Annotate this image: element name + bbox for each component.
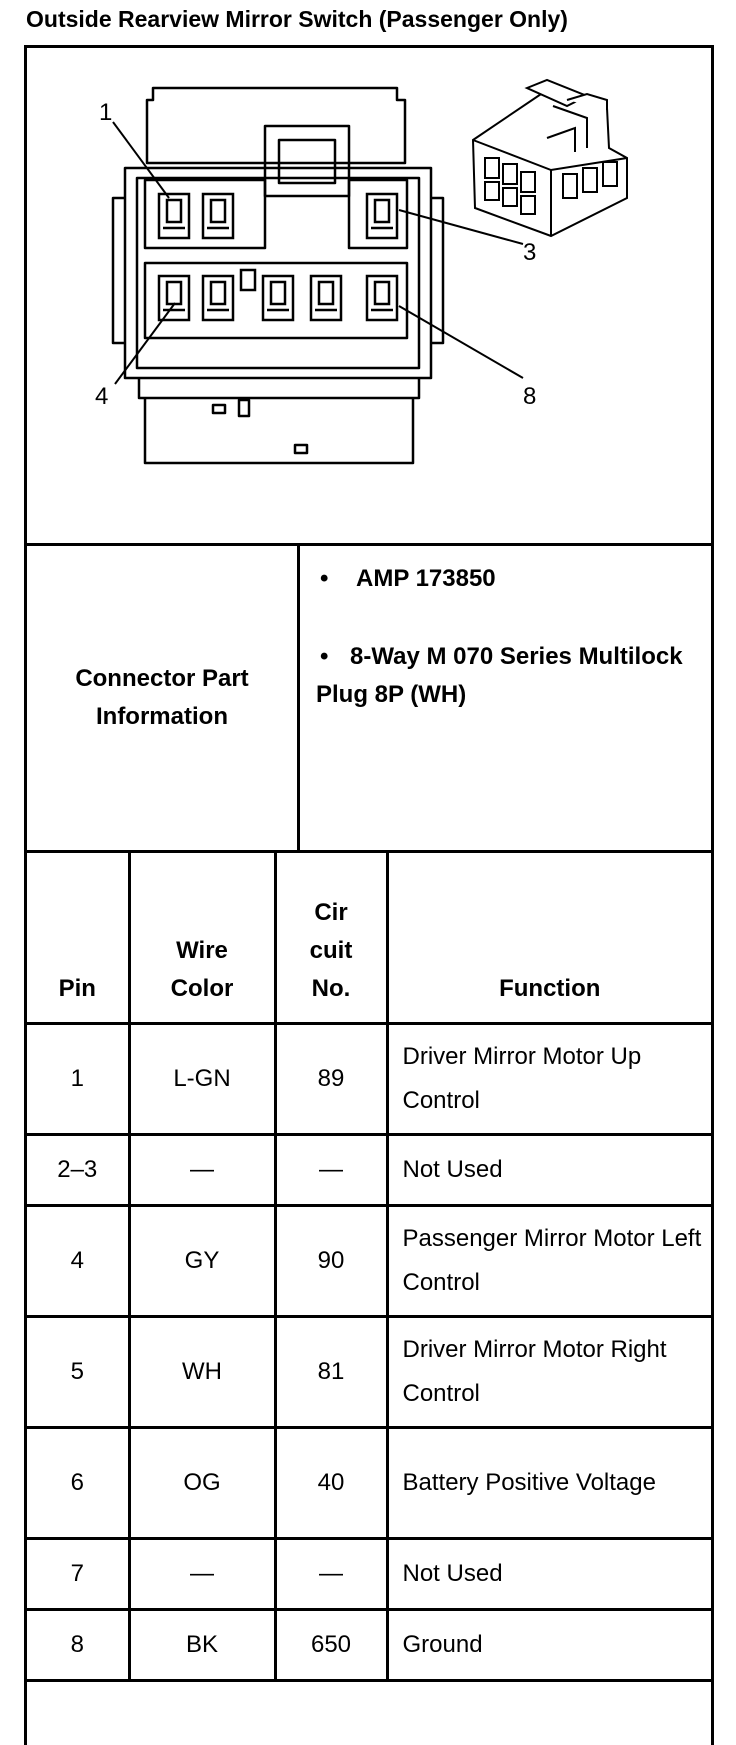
function-cell: Driver Mirror Motor Up Control [387, 1023, 711, 1134]
circuit-cell: — [275, 1538, 387, 1609]
page-title: Outside Rearview Mirror Switch (Passenger Only) [26, 6, 568, 32]
bottom-slot-mid [239, 400, 249, 416]
function-cell: Battery Positive Voltage [387, 1427, 711, 1538]
wire-color-cell: — [129, 1134, 275, 1205]
function-cell: Not Used [387, 1538, 711, 1609]
pin-cell: 8 [27, 1609, 129, 1680]
circuit-cell: 90 [275, 1205, 387, 1316]
connector-face-drawing [27, 48, 711, 543]
function-cell: Ground [387, 1609, 711, 1680]
connector-info-label-line2: Information [95, 703, 228, 730]
header-function: Function [387, 853, 711, 1023]
wire-color-cell: L-GN [129, 1023, 275, 1134]
bottom-slot-left [213, 405, 225, 413]
table-row [27, 1316, 711, 1427]
callout-label-4: 4 [95, 383, 109, 410]
wire-color-cell: BK [129, 1609, 275, 1680]
circuit-cell: 89 [275, 1023, 387, 1134]
table-row [27, 1609, 711, 1680]
table-row [27, 1134, 711, 1205]
latch-inner [279, 140, 335, 183]
connector-info-label-line1: Connector Part [75, 665, 249, 692]
table-row [27, 1427, 711, 1538]
header-pin: Pin [27, 853, 129, 1023]
function-cell: Driver Mirror Motor Right Control [387, 1316, 711, 1427]
callout-label-1: 1 [99, 99, 113, 126]
function-cell: Not Used [387, 1134, 711, 1205]
pin-cell: 5 [27, 1316, 129, 1427]
connector-info-label [27, 546, 300, 850]
table-header-row [27, 853, 711, 1023]
latch-window [265, 126, 349, 196]
circuit-cell: 650 [275, 1609, 387, 1680]
connector-document [24, 45, 714, 1745]
connector-part-information [27, 546, 711, 853]
circuit-cell: 40 [275, 1427, 387, 1538]
header-wire-color: Wire Color [129, 853, 275, 1023]
pinout-table [27, 853, 711, 1682]
connector-isometric-icon [473, 80, 627, 236]
connector-diagram [27, 48, 711, 546]
housing-bottom-band [139, 378, 419, 398]
housing-bottom [145, 398, 413, 463]
table-row [27, 1205, 711, 1316]
part-number: AMP 173850 [356, 565, 496, 592]
circuit-cell: — [275, 1134, 387, 1205]
wire-color-cell: GY [129, 1205, 275, 1316]
pin-cell: 4 [27, 1205, 129, 1316]
callout-leader-1 [113, 122, 169, 198]
pin-cell: 1 [27, 1023, 129, 1134]
left-side-tab [113, 198, 125, 343]
pin-cell: 6 [27, 1427, 129, 1538]
circuit-cell: 81 [275, 1316, 387, 1427]
callout-label-8: 8 [523, 383, 537, 410]
pin-cell: 2–3 [27, 1134, 129, 1205]
part-description: 8-Way M 070 Series Multilock Plug 8P (WH) [316, 643, 683, 708]
polarization-key [241, 270, 255, 290]
bullet: • [320, 643, 329, 670]
function-cell: Passenger Mirror Motor Left Control [387, 1205, 711, 1316]
wire-color-cell: WH [129, 1316, 275, 1427]
bottom-slot-right [295, 445, 307, 453]
bullet: • [320, 565, 329, 592]
callout-label-3: 3 [523, 239, 537, 266]
wire-color-cell: — [129, 1538, 275, 1609]
header-circuit-number: Cir cuit No. [275, 853, 387, 1023]
wire-color-cell: OG [129, 1427, 275, 1538]
part-description-item [316, 638, 706, 714]
table-row [27, 1023, 711, 1134]
connector-info-values [300, 546, 711, 850]
table-row [27, 1538, 711, 1609]
part-number-item [320, 560, 496, 598]
pin-cell: 7 [27, 1538, 129, 1609]
